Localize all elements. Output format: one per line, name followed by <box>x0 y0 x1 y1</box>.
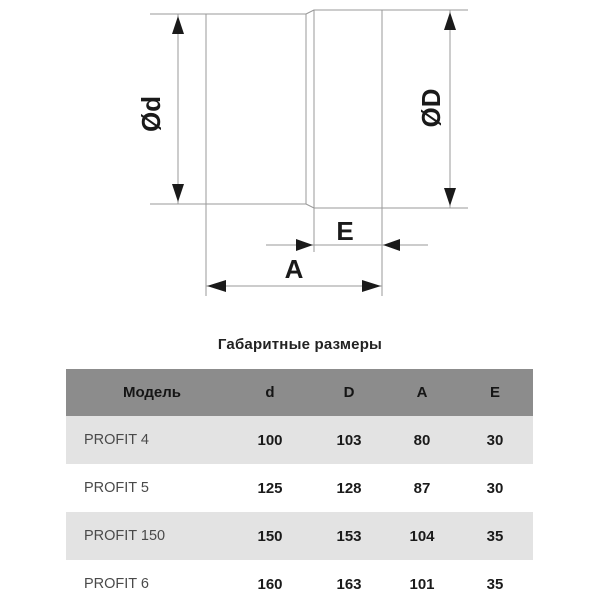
cell-d: 100 <box>257 431 283 449</box>
large-pipe-outline <box>314 10 382 208</box>
cell-d: 150 <box>257 527 283 545</box>
cell-A: 101 <box>409 575 435 593</box>
transition-bottom-line <box>306 204 314 208</box>
header-d: d <box>265 384 275 401</box>
arrow-icon <box>383 239 400 251</box>
cell-D: 103 <box>336 431 362 449</box>
table-row <box>66 512 533 560</box>
table-row <box>66 416 533 464</box>
arrow-icon <box>444 12 456 30</box>
arrow-icon <box>296 239 313 251</box>
cell-E: 30 <box>486 479 504 497</box>
header-A: A <box>416 384 428 401</box>
cell-D: 128 <box>336 479 362 497</box>
header-model: Модель <box>122 384 182 401</box>
cell-D: 163 <box>336 575 362 593</box>
label-small-diameter: Ød <box>136 95 166 133</box>
label-large-diameter: ØD <box>416 88 446 128</box>
cell-A: 80 <box>413 431 431 449</box>
cell-model: PROFIT 4 <box>84 432 149 448</box>
cell-A: 87 <box>413 479 431 497</box>
dimensions-table <box>66 369 533 608</box>
header-D: D <box>343 384 355 401</box>
cell-model: PROFIT 150 <box>84 528 166 544</box>
cell-model: PROFIT 6 <box>84 576 149 592</box>
cell-model: PROFIT 5 <box>84 480 149 496</box>
cell-D: 153 <box>336 527 362 545</box>
table-header-row <box>66 369 533 416</box>
arrow-icon <box>172 184 184 202</box>
cell-A: 104 <box>409 527 435 545</box>
cell-E: 30 <box>486 431 504 449</box>
table-row <box>66 464 533 512</box>
cell-d: 125 <box>257 479 283 497</box>
cell-E: 35 <box>486 575 504 593</box>
arrow-icon <box>172 16 184 34</box>
header-E: E <box>489 384 500 401</box>
arrow-icon <box>362 280 381 292</box>
label-total-length: A <box>284 254 304 284</box>
table-row <box>66 560 533 608</box>
transition-top-line <box>306 10 314 14</box>
arrow-icon <box>207 280 226 292</box>
cell-d: 160 <box>257 575 283 593</box>
table-title: Габаритные размеры <box>217 336 383 353</box>
label-socket-length: E <box>336 216 354 246</box>
arrow-icon <box>444 188 456 206</box>
small-pipe-outline <box>206 14 306 204</box>
cell-E: 35 <box>486 527 504 545</box>
